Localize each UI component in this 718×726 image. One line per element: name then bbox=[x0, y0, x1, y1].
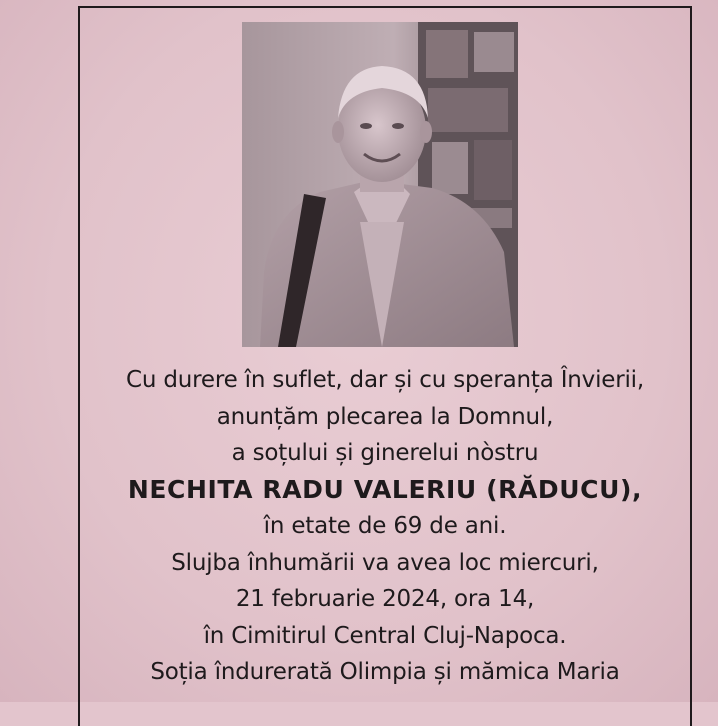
announcement-text bbox=[80, 362, 690, 691]
portrait-image bbox=[242, 22, 518, 347]
deceased-name-suffix: , bbox=[632, 474, 643, 504]
deceased-name-line bbox=[80, 472, 690, 509]
detail-line-family: Soția îndurerată Olimpia și mămica Maria bbox=[150, 659, 620, 685]
announcement-line-2: anunțăm plecarea la Domnul, bbox=[216, 403, 554, 430]
detail-line-service: Slujba înhumării va avea loc miercuri, bbox=[171, 549, 599, 576]
detail-line-place: în Cimitirul Central Cluj-Napoca. bbox=[203, 622, 567, 649]
announcement-line-3: a soțului și ginerelui nòstru bbox=[231, 440, 539, 466]
detail-line-date: 21 februarie 2024, ora 14, bbox=[235, 586, 535, 612]
portrait-photo bbox=[242, 22, 518, 347]
deceased-name: NECHITA RADU VALERIU (RĂDUCU) bbox=[127, 474, 633, 504]
announcement-line-1: Cu durere în suflet, dar și cu speranța Învierii, bbox=[126, 367, 644, 393]
detail-line-age: în etate de 69 de ani. bbox=[263, 513, 507, 539]
